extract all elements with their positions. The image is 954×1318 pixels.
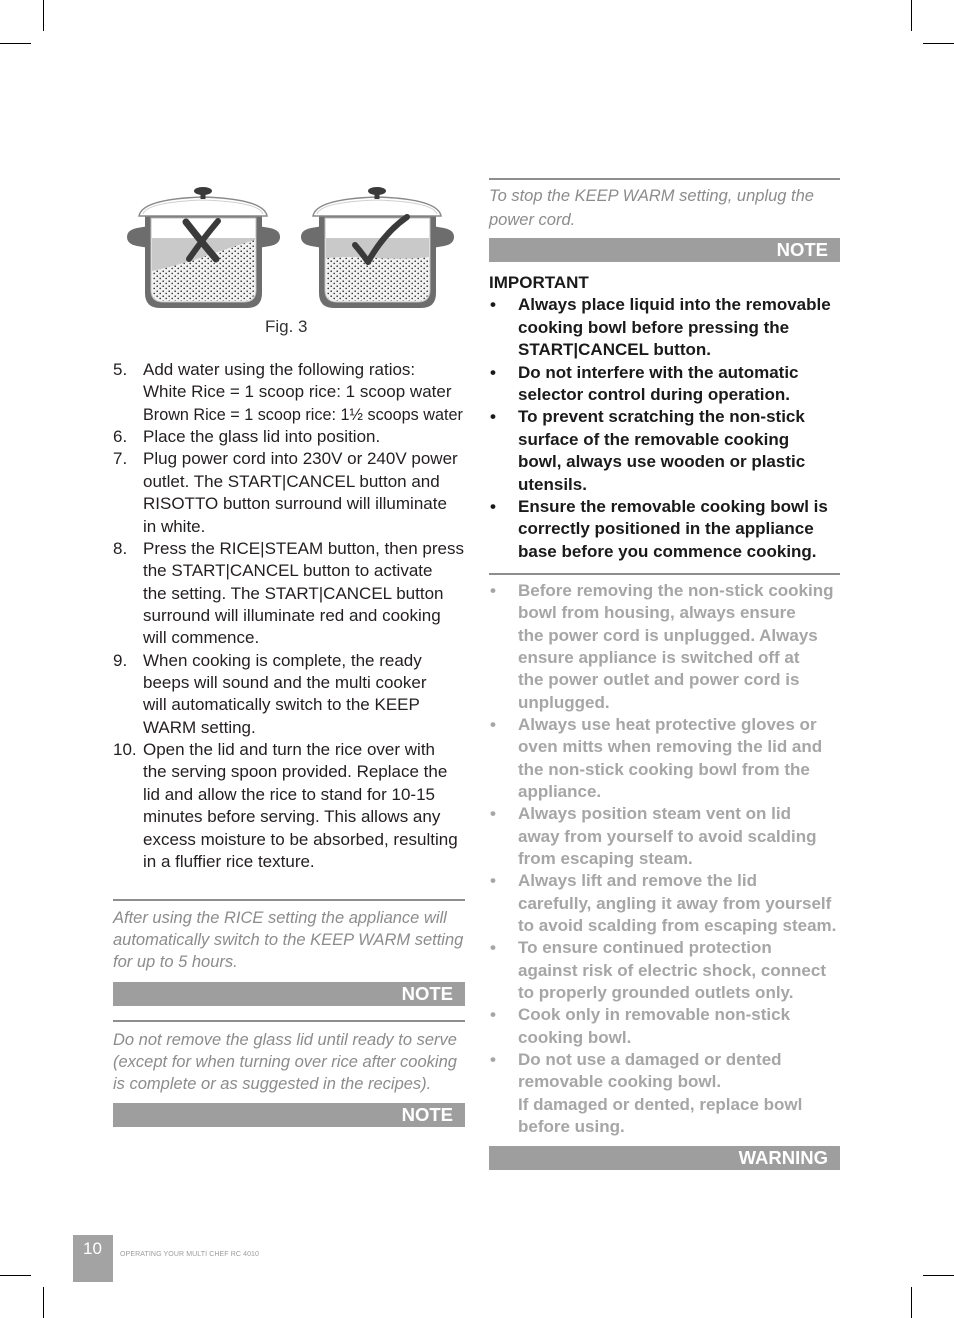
crop-mark [43,1287,44,1318]
bullet-line: to avoid scalding from escaping steam. [518,915,837,935]
important-list [489,272,841,563]
step-line: excess moisture to be absorbed, resulting [143,829,458,849]
step-item [113,650,473,739]
bullet-glyph: • [490,496,496,516]
page-number: 10 [83,1239,102,1258]
incorrect-rice-pot [127,187,280,308]
figure-caption: Fig. 3 [265,317,308,336]
note-line: is complete or as suggested in the recipes). [113,1075,432,1093]
bullet-line: To prevent scratching the non-stick [518,407,805,427]
fig3-illustration [120,180,465,315]
list-item [489,803,841,870]
bullet-line: carefully, angling it away from yourself [518,893,832,913]
bullet-line: cooking bowl. [518,1027,632,1047]
bullet-line: Ensure the removable cooking bowl is [518,496,828,516]
note-line: power cord. [489,210,576,229]
crop-mark [0,43,31,44]
step-line: the START|CANCEL button to activate [143,561,433,581]
bullet-line: Always position steam vent on lid [518,804,791,824]
bullet-line: away from yourself to avoid scalding [518,826,817,846]
correct-rice-pot [301,187,454,308]
list-item [489,362,841,407]
step-line: WARM setting. [143,717,256,737]
list-item [489,1049,841,1138]
bullet-glyph: • [490,804,496,824]
bullet-line: ensure appliance is switched off at [518,647,800,667]
divider [113,899,465,901]
important-heading: IMPORTANT [489,273,589,292]
bullet-glyph: • [490,362,496,382]
divider [113,1020,465,1022]
step-line: lid and allow the rice to stand for 10-15 [143,784,436,804]
bullet-line: Always place liquid into the removable [518,295,831,315]
note-line: for up to 5 hours. [113,953,238,971]
bullet-line: START|CANCEL button. [518,340,711,360]
bullet-glyph: • [490,1049,496,1069]
note-label-bar: NOTE [489,238,840,262]
bullet-line: If damaged or dented, replace bowl [518,1094,803,1114]
bullet-line: appliance. [518,781,602,801]
bullet-line: bowl, always use wooden or plastic [518,452,806,472]
step-item [113,359,473,426]
step-item [113,448,473,537]
list-item [489,870,841,937]
crop-mark [43,0,44,31]
list-item [489,1004,841,1049]
note-line: Do not remove the glass lid until ready to serve [113,1031,457,1049]
note-line: automatically switch to the KEEP WARM setting [113,931,464,949]
step-number: 6. [113,427,128,447]
running-title: OPERATING YOUR MULTI CHEF RC 4010 [120,1251,260,1258]
note-stop-keep-warm [489,185,840,232]
bullet-glyph: • [490,581,496,600]
bullet-line: from escaping steam. [518,848,693,868]
note-glass-lid [113,1029,465,1095]
list-item [489,937,841,1004]
bullet-line: Always use heat protective gloves or [518,714,817,734]
step-line: When cooking is complete, the ready [143,650,422,670]
bullet-line: to properly grounded outlets only. [518,982,794,1002]
step-line: Plug power cord into 230V or 240V power [143,449,458,469]
step-line: in white. [143,516,206,536]
bullet-line: oven mitts when removing the lid and [518,737,823,757]
step-line: beeps will sound and the multi cooker [143,673,427,693]
bullet-line: Before removing the non-stick cooking [518,581,834,600]
step-item [113,538,473,650]
crop-mark [923,43,954,44]
step-line: outlet. The START|CANCEL button and [143,471,440,491]
bullet-line: the power outlet and power cord is [518,670,800,690]
bullet-line: To ensure continued protection [518,938,772,958]
step-number: 10. [113,740,137,760]
bullet-line: the non-stick cooking bowl from the [518,759,810,779]
bullet-line: removable cooking bowl. [518,1072,722,1092]
crop-mark [0,1275,31,1276]
bullet-line: against risk of electric shock, connect [518,960,827,980]
step-line: will commence. [143,628,260,648]
bullet-line: correctly positioned in the appliance [518,519,814,539]
step-line: will automatically switch to the KEEP [143,695,420,715]
list-item [489,406,841,496]
bullet-line: cooking bowl before pressing the [518,317,790,337]
bullet-glyph: • [490,295,496,315]
note-line: After using the RICE setting the appliance will [113,909,447,927]
bullet-line: Do not use a damaged or dented [518,1049,782,1069]
note-line: (except for when turning over rice after cooking [113,1053,457,1071]
bullet-glyph: • [490,714,496,734]
step-number: 9. [113,650,128,670]
crop-mark [923,1275,954,1276]
step-item [113,426,473,448]
bullet-line: unplugged. [518,692,610,712]
ratio-line: Brown Rice = 1 scoop rice: 1½ scoops water [143,405,463,424]
step-line: in a fluffier rice texture. [143,851,315,871]
step-line: surround will illuminate red and cooking [143,605,441,625]
bullet-line: surface of the removable cooking [518,429,790,449]
bullet-line: base before you commence cooking. [518,541,817,561]
bullet-line: Always lift and remove the lid [518,871,758,891]
bullet-line: the power cord is unplugged. Always [518,625,818,645]
step-number: 8. [113,538,128,558]
instruction-steps [113,359,473,873]
step-line: minutes before serving. This allows any [143,807,441,827]
list-item [489,496,841,563]
bullet-line: Cook only in removable non-stick [518,1005,791,1025]
bullet-line: selector control during operation. [518,384,791,404]
step-line: RISOTTO button surround will illuminate [143,494,447,514]
ratio-line: White Rice = 1 scoop rice: 1 scoop water [143,382,452,402]
warning-list [489,580,841,1138]
bullet-glyph: • [490,938,496,958]
note-line: To stop the KEEP WARM setting, unplug the [489,187,814,205]
list-item [489,294,841,361]
step-line: the serving spoon provided. Replace the [143,762,448,782]
step-line: Press the RICE|STEAM button, then press [143,538,464,558]
warning-label-bar: WARNING [489,1146,840,1170]
step-line: Add water using the following ratios: [143,360,416,379]
bullet-line: utensils. [518,474,587,494]
bullet-glyph: • [490,1005,496,1025]
bullet-line: Do not interfere with the automatic [518,362,799,382]
list-item [489,714,841,803]
note-label-bar: NOTE [113,1103,465,1127]
step-line: Place the glass lid into position. [143,427,381,447]
bullet-glyph: • [490,407,496,427]
note-label-bar: NOTE [113,982,465,1006]
divider [489,178,840,180]
step-number: 5. [113,360,128,379]
crop-mark [911,1287,912,1318]
step-number: 7. [113,449,128,469]
bullet-line: before using. [518,1116,625,1136]
step-item [113,739,473,873]
note-keep-warm [113,907,465,973]
step-line: the setting. The START|CANCEL button [143,583,444,603]
bullet-line: bowl from housing, always ensure [518,603,796,623]
bullet-glyph: • [490,871,496,891]
crop-mark [911,0,912,31]
step-line: Open the lid and turn the rice over with [143,740,435,760]
list-item [489,580,841,714]
divider [489,573,840,575]
